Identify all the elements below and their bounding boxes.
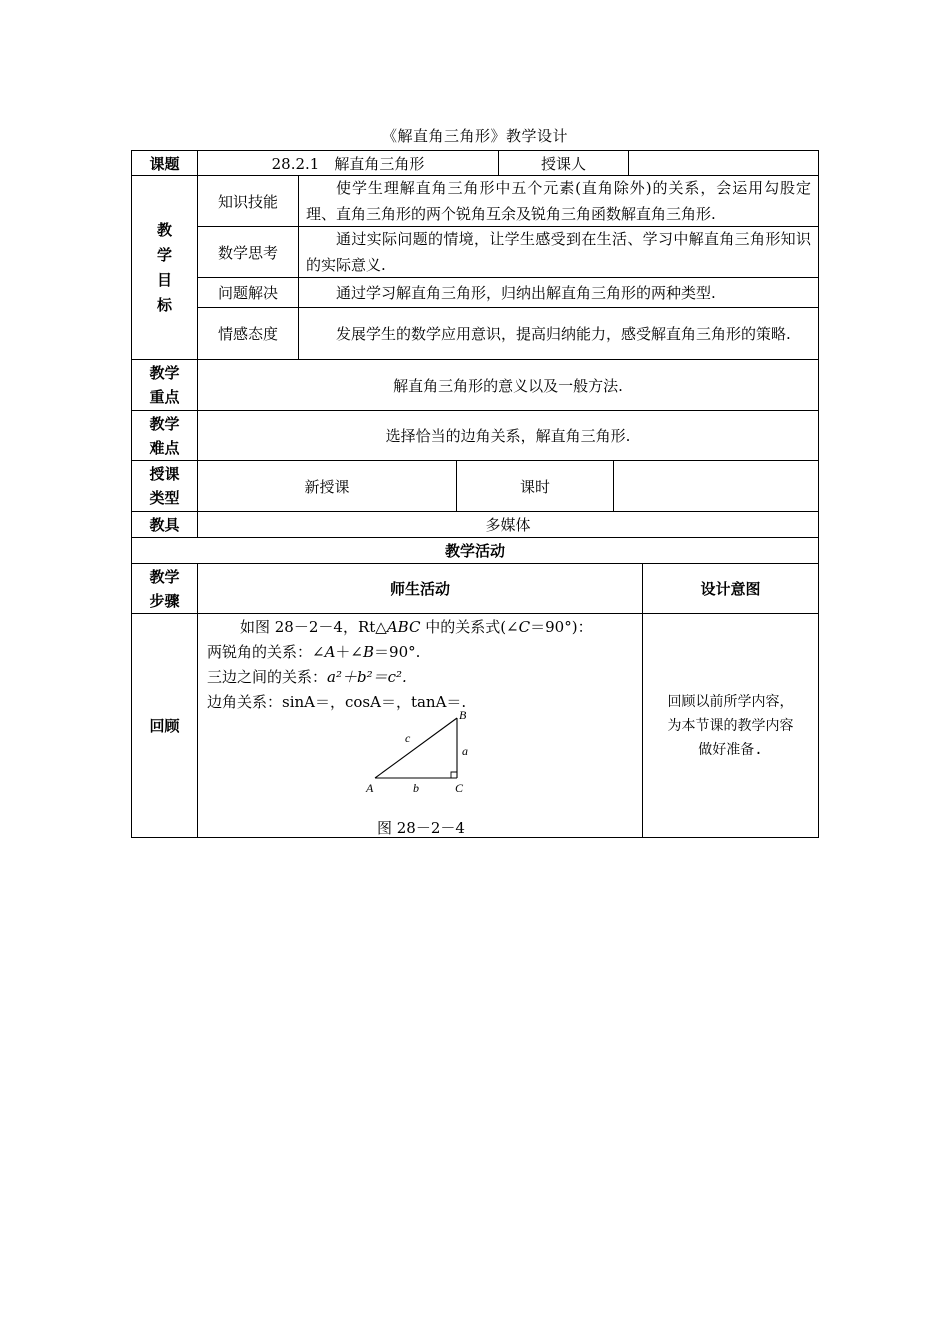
side-label-b: b bbox=[413, 781, 419, 795]
side-label-a: a bbox=[462, 744, 468, 758]
triangle-figure bbox=[357, 708, 477, 798]
intent-column-header: 设计意图 bbox=[700, 580, 761, 598]
step-label bbox=[131, 563, 198, 614]
topic-value: 28.2.1 解直角三角形 bbox=[271, 154, 425, 173]
key-point-label-line: 教学 bbox=[149, 364, 180, 382]
intent-line: 为本节课的教学内容 bbox=[667, 717, 794, 734]
objective-name-knowledge: 知识技能 bbox=[217, 192, 278, 211]
lesson-type-label-line: 授课 bbox=[149, 465, 180, 483]
review-intent-cell bbox=[642, 613, 819, 838]
review-line-4: 边角关系：sinA＝，cosA＝，tanA＝. bbox=[207, 693, 467, 711]
figure-caption: 图 28－2－4 bbox=[377, 819, 465, 837]
activity-column-header: 师生活动 bbox=[389, 580, 450, 598]
topic-label: 课题 bbox=[149, 154, 180, 173]
intent-line: 回顾以前所学内容， bbox=[667, 693, 794, 710]
objective-text-thinking bbox=[298, 226, 819, 278]
lesson-hours-value bbox=[613, 460, 819, 512]
objectives-label-char: 标 bbox=[156, 295, 172, 314]
lesson-hours-label: 课时 bbox=[519, 477, 550, 496]
objective-name-thinking: 数学思考 bbox=[217, 243, 278, 262]
step-label-line: 教学 bbox=[149, 567, 180, 586]
objectives-label-char: 学 bbox=[156, 245, 172, 264]
key-point-text: 解直角三角形的意义以及一般方法. bbox=[393, 376, 623, 395]
review-line-1: 如图 28－2－4，Rt△ABC 中的关系式(∠C＝90°)： bbox=[240, 618, 593, 636]
teacher-value bbox=[628, 150, 819, 176]
review-intent-text bbox=[668, 690, 794, 762]
review-step-label: 回顾 bbox=[149, 717, 180, 735]
key-point-label bbox=[131, 359, 198, 411]
right-angle-mark bbox=[451, 772, 457, 778]
key-point-label-line: 重点 bbox=[149, 388, 180, 406]
objective-text: 通过学习解直角三角形，归纳出解直角三角形的两种类型. bbox=[336, 283, 716, 302]
objectives-label bbox=[131, 175, 198, 360]
lesson-type-label-line: 类型 bbox=[149, 489, 180, 507]
vertex-label-C: C bbox=[455, 781, 464, 795]
review-text bbox=[197, 614, 643, 715]
difficulty-label bbox=[131, 410, 198, 461]
objectives-label-char: 教 bbox=[156, 220, 172, 239]
objective-name-attitude: 情感态度 bbox=[217, 325, 278, 343]
lesson-type-label bbox=[131, 460, 198, 512]
vertex-label-A: A bbox=[366, 781, 374, 795]
objective-name-problem: 问题解决 bbox=[217, 284, 278, 302]
document-title: 《解直角三角形》教学设计 bbox=[381, 127, 568, 145]
difficulty-label-line: 难点 bbox=[149, 438, 180, 457]
review-line-2: 两锐角的关系：∠A＋∠B＝90°. bbox=[207, 643, 421, 661]
teacher-label: 授课人 bbox=[540, 154, 586, 173]
review-activity-cell bbox=[197, 614, 643, 838]
intent-line: 做好准备. bbox=[698, 741, 763, 758]
objectives-label-char: 目 bbox=[156, 270, 172, 289]
objective-text: 发展学生的数学应用意识，提高归纳能力，感受解直角三角形的策略. bbox=[336, 324, 791, 343]
difficulty-label-line: 教学 bbox=[149, 414, 180, 433]
activities-section-title: 教学活动 bbox=[444, 542, 505, 560]
difficulty-text: 选择恰当的边角关系，解直角三角形. bbox=[385, 427, 631, 445]
objective-text-knowledge bbox=[298, 175, 819, 227]
side-label-c: c bbox=[405, 731, 411, 745]
objective-text-problem bbox=[298, 277, 819, 308]
objective-text: 通过实际问题的情境，让学生感受到在生活、学习中解直角三角形知识的实际意义. bbox=[306, 230, 811, 274]
side-c bbox=[375, 718, 457, 778]
step-label-line: 步骤 bbox=[149, 591, 180, 610]
objective-text-attitude bbox=[298, 307, 819, 360]
vertex-label-B: B bbox=[459, 708, 467, 722]
tools-label: 教具 bbox=[149, 516, 180, 534]
lesson-type-value: 新授课 bbox=[304, 477, 350, 496]
review-line-3: 三边之间的关系：a²＋b²＝c². bbox=[207, 668, 407, 686]
tools-value: 多媒体 bbox=[485, 516, 531, 534]
objective-text: 使学生理解直角三角形中五个元素(直角除外)的关系，会运用勾股定理、直角三角形的两个锐角互余及锐角三角函数解直角三角形. bbox=[306, 179, 811, 223]
